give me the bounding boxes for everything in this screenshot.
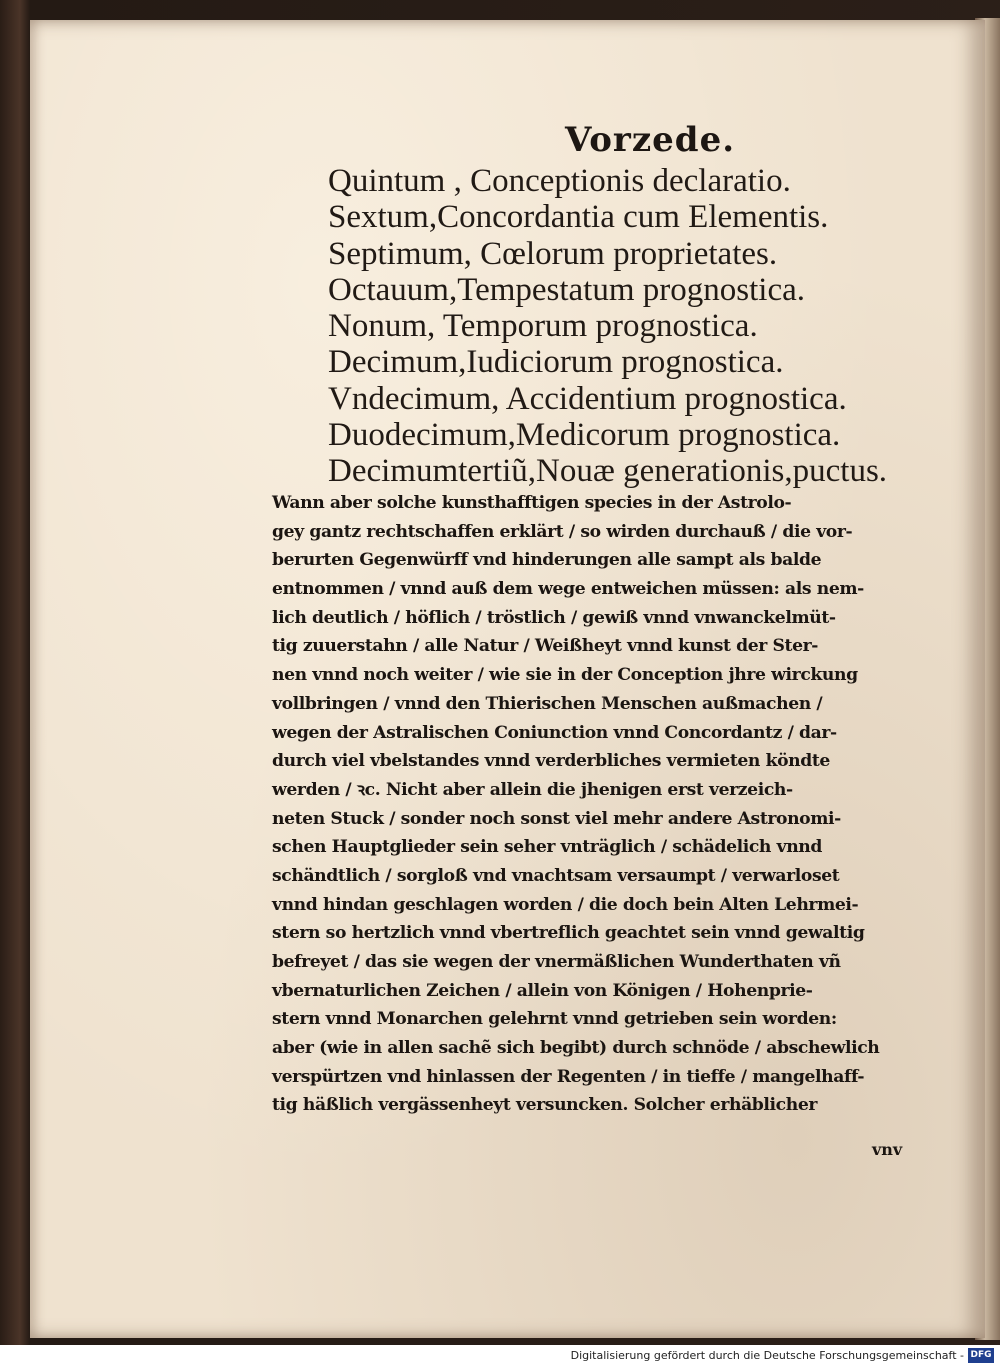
latin-line: Octauum,Tempestatum prognostica. [328,271,805,308]
funding-note: Digitalisierung gefördert durch die Deutsche Forschungsgemeinschaft - [570,1349,964,1362]
latin-line: Vndecimum, Accidentium prognostica. [328,380,847,417]
text-line: entnommen / vnnd auß dem wege entweichen müssen: als nem- [272,579,864,600]
latin-list [328,163,887,490]
text-line: Wann aber solche kunsthafftigen species in der Astrolo- [272,493,792,513]
text-line: aber (wie in allen sachẽ sich begibt) durch schnöde / abschewlich [272,1038,880,1059]
text-line: nen vnnd noch weiter / wie sie in der Conception jhre wirckung [272,665,858,686]
latin-line: Duodecimum,Medicorum prognostica. [328,417,841,454]
text-line: vnnd hindan geschlagen worden / die doch bein Alten Lehrmei- [272,894,859,915]
text-line: verspürtzen vnd hinlassen der Regenten / in tieffe / mangelhaff- [272,1066,865,1087]
text-line: neten Stuck / sonder noch sonst viel mehr andere Astronomi- [272,808,841,829]
text-line: gey gantz rechtschaffen erklärt / so wirden durchauß / die vor- [272,521,853,542]
footer-bar [0,1345,1000,1367]
latin-line: Decimumtertiũ,Nouæ generationis,puctus. [328,453,888,490]
text-line: schändtlich / sorgloß vnd vnachtsam versaumpt / verwarloset [272,865,840,886]
latin-line: Sextum,Concordantia cum Elementis. [328,199,829,236]
latin-line: Nonum, Temporum prognostica. [328,308,758,345]
text-line: stern so hertzlich vnnd vbertreflich geachtet sein vnnd gewaltig [272,923,865,944]
body-text [272,489,920,1120]
text-line: lich deutlich / höflich / tröstlich / gewiß vnnd vnwanckelmüt- [272,607,836,628]
text-line: berurten Gegenwürff vnd hinderungen alle sampt als balde [272,550,822,571]
text-line: werden / ꝛc. Nicht aber allein die jhenigen erst verzeich- [272,779,793,800]
latin-line: Decimum,Iudiciorum prognostica. [328,344,784,381]
text-line: vbernaturlichen Zeichen / allein von Königen / Hohenprie- [272,980,813,1001]
page-heading: Vorzede. [565,120,736,160]
text-line: schen Hauptglieder sein seher vnträglich / schädelich vnnd [272,837,823,858]
text-line: befreyet / das sie wegen der vnermäßlichen Wunderthaten vñ [272,952,841,972]
text-line: vollbringen / vnnd den Thierischen Menschen außmachen / [272,693,823,714]
latin-line: Quintum , Conceptionis declaratio. [328,163,791,199]
text-line: wegen der Astralischen Coniunction vnnd Concordantz / dar- [272,722,837,743]
text-line: stern vnnd Monarchen gelehrnt vnnd getrieben sein worden: [272,1009,837,1030]
text-line: tig zuuerstahn / alle Natur / Weißheyt vnnd kunst der Ster- [272,636,819,657]
latin-line: Septimum, Cœlorum proprietates. [328,235,778,272]
catchword: vnv [872,1140,903,1159]
dfg-logo: DFG [968,1348,994,1363]
text-line: durch viel vbelstandes vnnd verderbliches vermieten köndte [272,751,830,772]
text-line: tig häßlich vergässenheyt versuncken. Solcher erhäblicher [272,1095,818,1116]
